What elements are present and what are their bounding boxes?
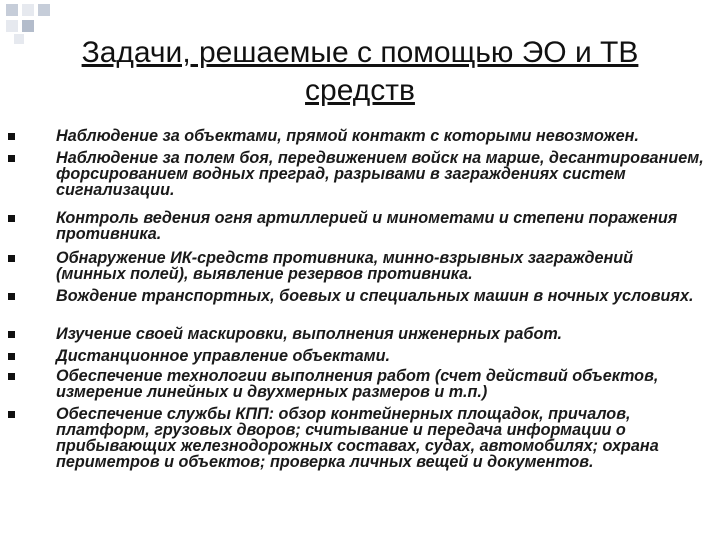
bullet-square-icon — [8, 331, 15, 338]
list-item-text: Наблюдение за полем боя, передвижением войск на марше, десантированием, форсированием водных преград, разрывами в заграждениях систем сигнализации. — [56, 149, 704, 199]
list-item-text: Обеспечение службы КПП: обзор контейнерных площадок, причалов, платформ, грузовых дворов; считывание и передача информации о прибывающих железнодорожных составах, судах, автомобилях; охрана периметров и объектов; проверка личных вещей и документов. — [56, 405, 659, 471]
list-item — [56, 150, 706, 198]
list-item — [56, 128, 706, 144]
bullet-square-icon — [8, 373, 15, 380]
list-item-text: Изучение своей маскировки, выполнения инженерных работ. — [56, 325, 563, 343]
slide-title-line-1: Задачи, решаемые с помощью ЭО и ТВ — [81, 36, 639, 69]
list-item — [56, 406, 706, 470]
slide-title-line-2: средств — [305, 74, 415, 107]
list-item — [56, 288, 706, 304]
list-item-text: Вождение транспортных, боевых и специальных машин в ночных условиях. — [56, 287, 694, 305]
bullet-square-icon — [8, 353, 15, 360]
list-item — [56, 348, 706, 364]
bullet-square-icon — [8, 155, 15, 162]
list-item-text: Наблюдение за объектами, прямой контакт с которыми невозможен. — [56, 127, 639, 145]
list-item-text: Обнаружение ИК-средств противника, минно-взрывных заграждений (минных полей), выявление резервов противника. — [56, 249, 634, 283]
list-item — [56, 250, 706, 282]
bullet-square-icon — [8, 133, 15, 140]
bullet-square-icon — [8, 215, 15, 222]
bullet-square-icon — [8, 293, 15, 300]
list-item-text: Обеспечение технологии выполнения работ (счет действий объектов, измерение линейных и двухмерных размеров и т.п.) — [56, 367, 659, 401]
list-item-text: Контроль ведения огня артиллерией и минометами и степени поражения противника. — [56, 209, 678, 243]
bullet-square-icon — [8, 411, 15, 418]
list-item — [56, 326, 706, 342]
list-item — [56, 368, 706, 400]
bullet-square-icon — [8, 255, 15, 262]
list-item-text: Дистанционное управление объектами. — [56, 347, 391, 365]
list-item — [56, 210, 706, 242]
